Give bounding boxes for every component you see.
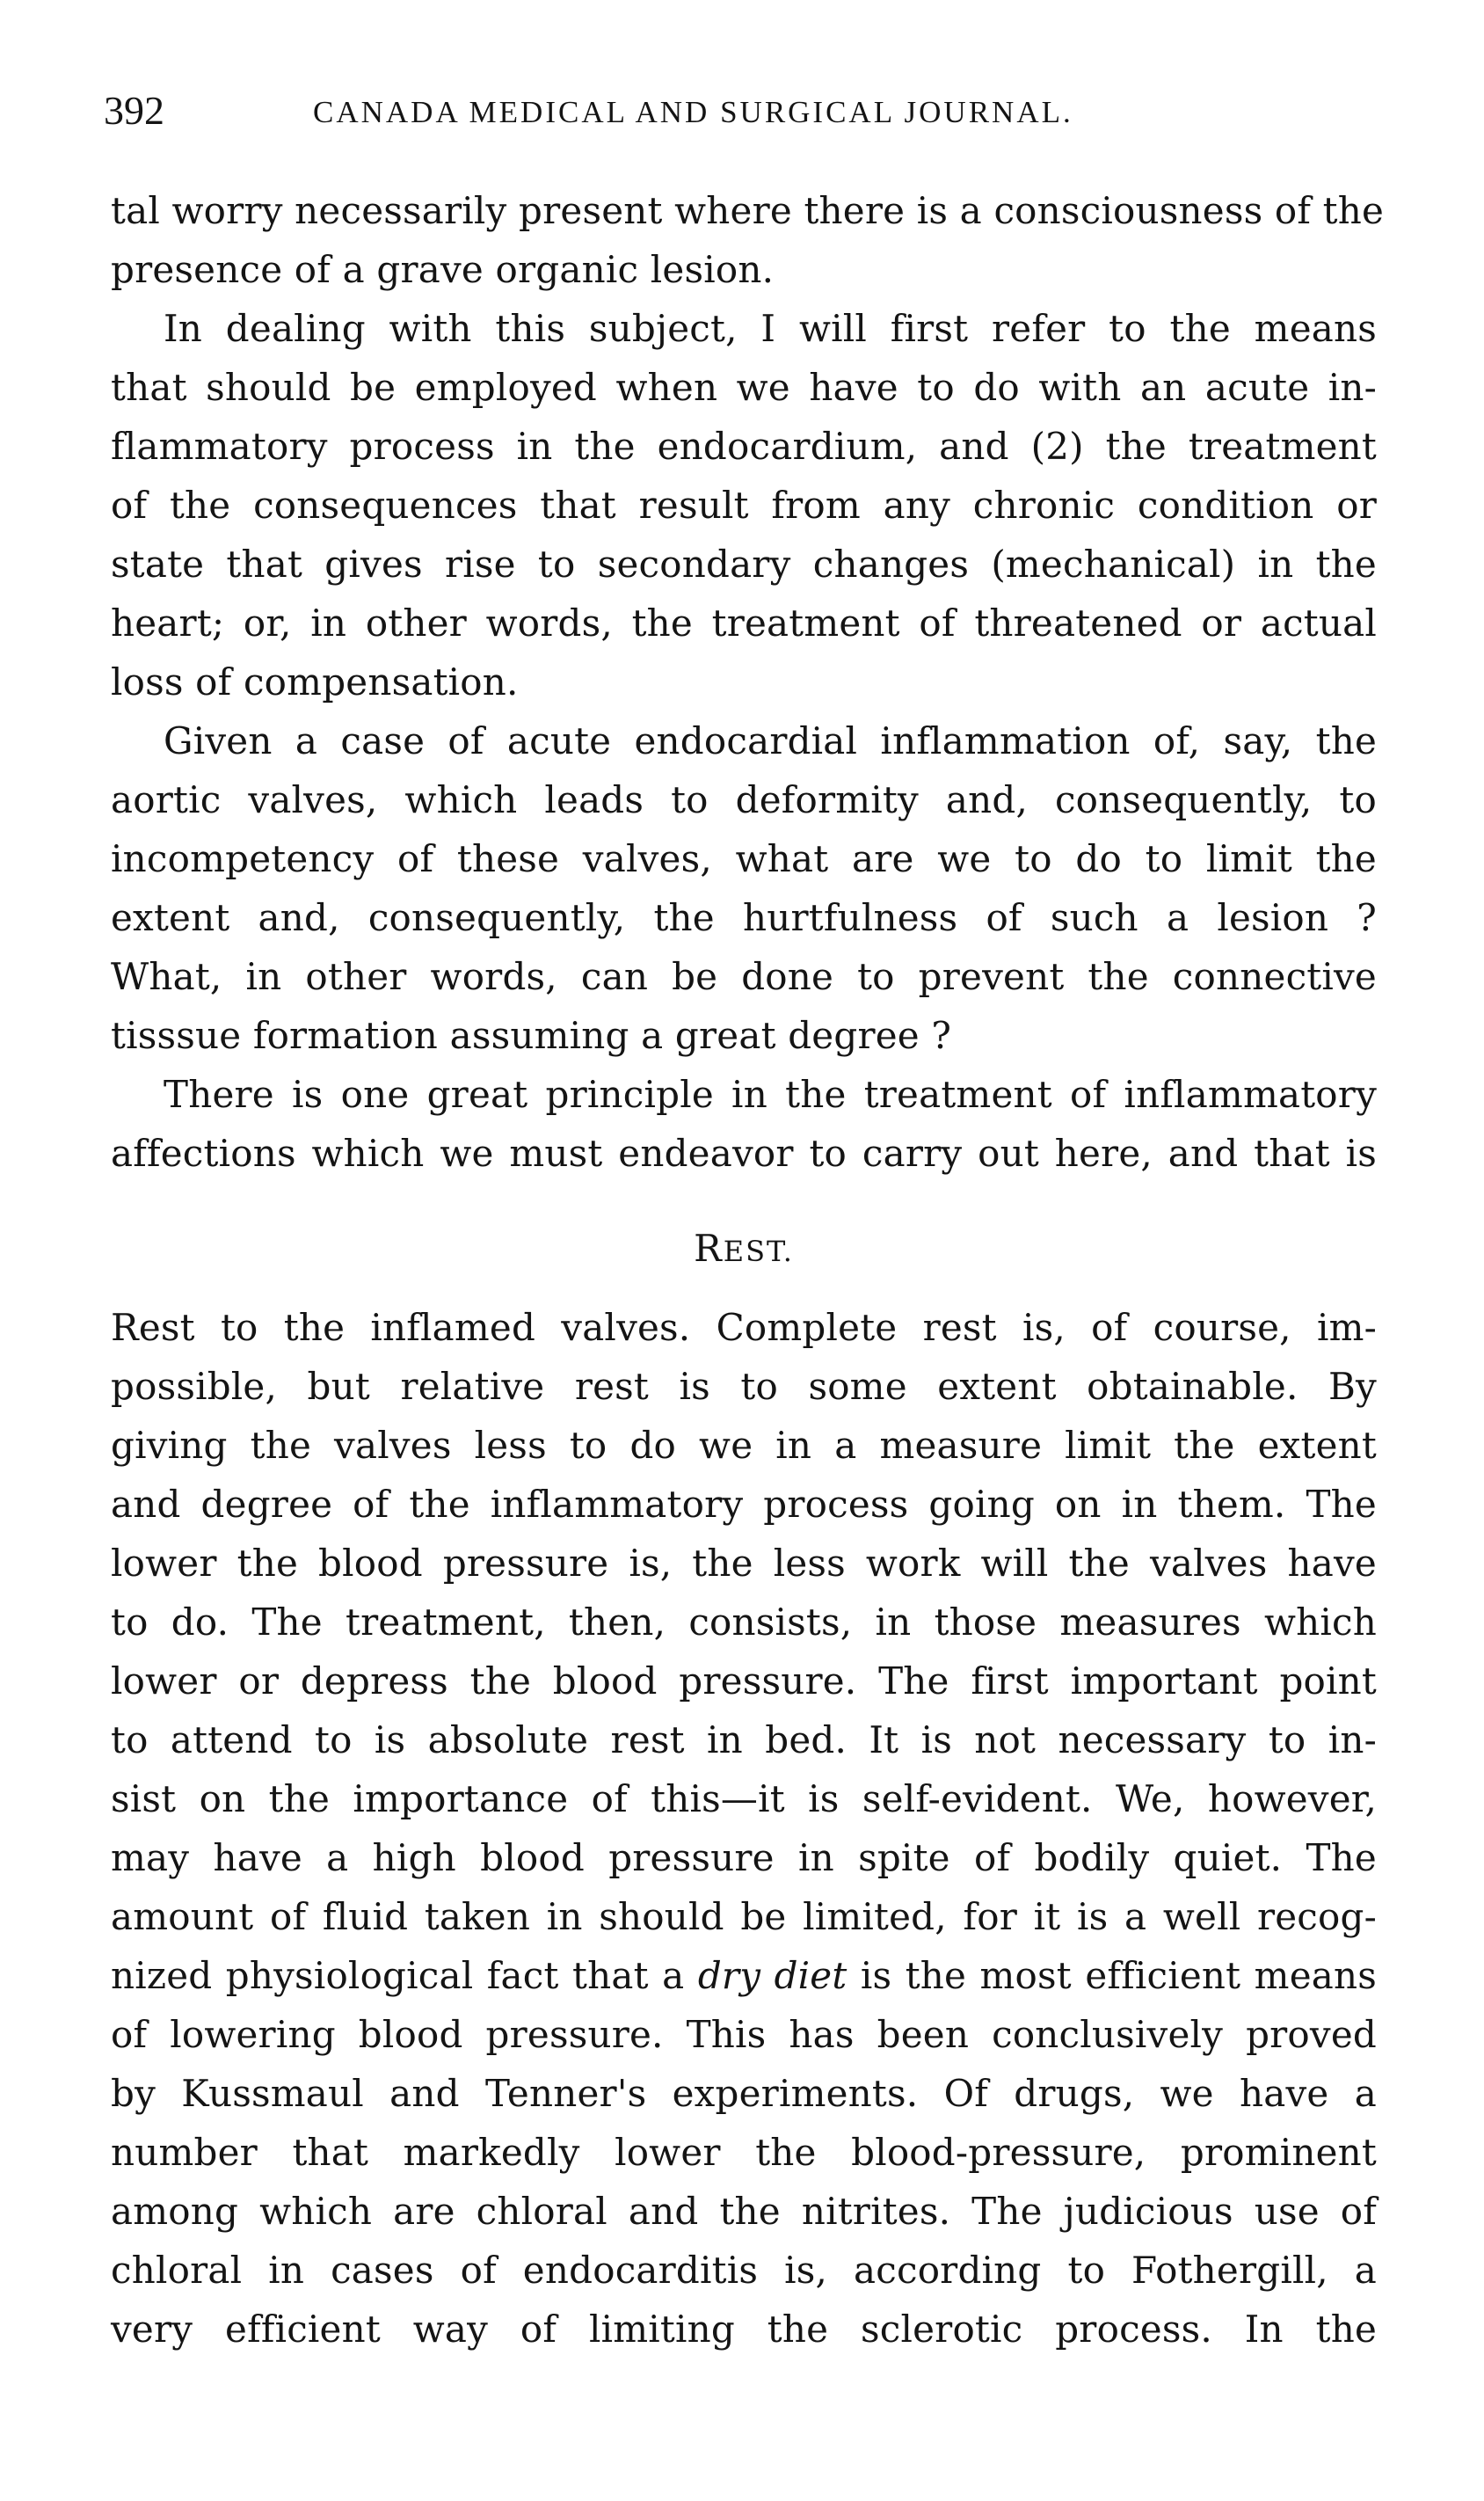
text-line: presence of a grave organic lesion.	[111, 248, 775, 291]
text-line: flammatory process in the endocardium, and (2) the treatment	[111, 425, 1377, 468]
text-line: tal worry necessarily present where there is a consciousness of the	[111, 189, 1385, 232]
text-line-with-italic	[111, 1946, 1377, 2005]
page-number: 392	[104, 88, 164, 133]
text-line: There is one great principle in the treatment of inflammatory	[164, 1073, 1377, 1116]
text-line: giving the valves less to do we in a measure limit the extent	[111, 1424, 1377, 1467]
text-line: may have a high blood pressure in spite of bodily quiet. The	[111, 1836, 1377, 1879]
text-line: extent and, consequently, the hurtfulness of such a lesion ?	[111, 896, 1377, 939]
text-line: What, in other words, can be done to prevent the connective	[111, 955, 1377, 998]
text-line: incompetency of these valves, what are we to do to limit the	[111, 837, 1377, 880]
text-line: possible, but relative rest is to some extent obtainable. By	[111, 1365, 1377, 1408]
text-run: nized physiological fact that a	[111, 1954, 698, 1997]
text-line: loss of compensation.	[111, 660, 519, 704]
text-line: by Kussmaul and Tenner's experiments. Of drugs, we have a	[111, 2072, 1377, 2115]
running-head	[104, 86, 1379, 139]
section-heading-initial: R	[694, 1227, 724, 1270]
section-heading-rest: EST.	[723, 1235, 794, 1268]
text-line: chloral in cases of endocarditis is, according to Fothergill, a	[111, 2249, 1377, 2292]
text-line: and degree of the inflammatory process going on in them. The	[111, 1483, 1377, 1526]
text-line: tisssue formation assuming a great degree ?	[111, 1014, 952, 1057]
text-line: Rest to the inflamed valves. Complete rest is, of course, im-	[111, 1306, 1377, 1349]
text-line: very efficient way of limiting the sclerotic process. In the	[111, 2308, 1377, 2351]
text-block-bottom	[111, 1298, 1377, 2359]
text-line: of lowering blood pressure. This has been conclusively proved	[111, 2013, 1377, 2056]
italic-phrase: dry diet	[697, 1954, 847, 1997]
journal-title: CANADA MEDICAL AND SURGICAL JOURNAL.	[313, 95, 1073, 129]
text-line: lower or depress the blood pressure. The first important point	[111, 1659, 1377, 1703]
text-line: sist on the importance of this—it is self-evident. We, however,	[111, 1777, 1377, 1820]
text-line: to attend to is absolute rest in bed. It is not necessary to in-	[111, 1718, 1377, 1761]
text-line: amount of fluid taken in should be limited, for it is a well recog-	[111, 1895, 1377, 1938]
text-line: among which are chloral and the nitrites. The judicious use of	[111, 2190, 1377, 2233]
text-line: heart; or, in other words, the treatment of threatened or actual	[111, 602, 1377, 645]
text-line: affections which we must endeavor to carry out here, and that is	[111, 1132, 1377, 1175]
section-heading	[111, 1222, 1377, 1278]
text-line: to do. The treatment, then, consists, in those measures which	[111, 1600, 1377, 1644]
text-line: that should be employed when we have to do with an acute in-	[111, 366, 1377, 409]
text-block-top	[111, 181, 1385, 1183]
text-line: state that gives rise to secondary changes (mechanical) in the	[111, 543, 1377, 586]
text-line: aortic valves, which leads to deformity and, consequently, to	[111, 778, 1377, 821]
text-line: In dealing with this subject, I will first refer to the means	[164, 307, 1377, 350]
text-line: number that markedly lower the blood-pressure, prominent	[111, 2131, 1377, 2174]
text-run: is the most efficient means	[847, 1954, 1378, 1997]
text-line: Given a case of acute endocardial inflammation of, say, the	[164, 719, 1377, 762]
text-line: of the consequences that result from any chronic condition or	[111, 484, 1377, 527]
text-line: lower the blood pressure is, the less work will the valves have	[111, 1542, 1377, 1585]
